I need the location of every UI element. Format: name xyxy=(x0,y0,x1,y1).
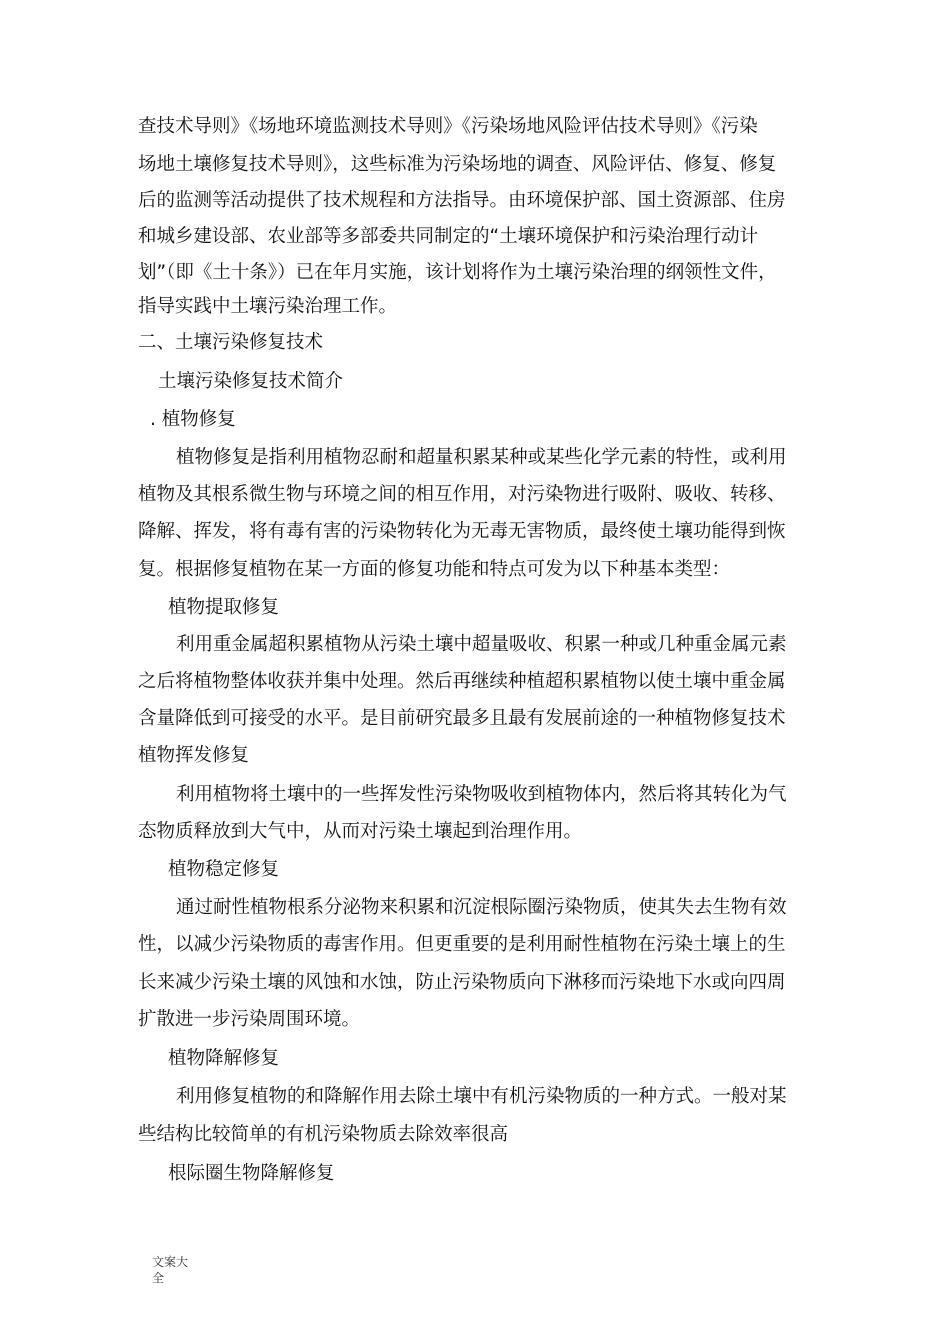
section-heading: 二、土壤污染修复技术 xyxy=(138,332,324,353)
subsection-heading: . 植物修复 xyxy=(150,409,236,430)
paragraph-line: 降解、挥发，将有毒有害的污染物转化为无毒无害物质，最终使土壤功能得到恢 xyxy=(138,521,786,542)
paragraph-line: 植物修复是指利用植物忍耐和超量积累某种或某些化学元素的特性，或利用 xyxy=(176,447,787,468)
subsection-heading: 土壤污染修复技术简介 xyxy=(158,371,344,392)
paragraph-line: 之后将植物整体收获并集中处理。然后再继续种植超积累植物以使土壤中重金属 xyxy=(138,671,786,692)
paragraph-line: 通过耐性植物根系分泌物来积累和沉淀根际圈污染物质，使其失去生物有效 xyxy=(176,897,787,918)
subsection-heading: 根际圈生物降解修复 xyxy=(168,1163,335,1184)
subsection-heading: 植物降解修复 xyxy=(168,1048,280,1069)
paragraph-line: 些结构比较简单的有机污染物质去除效率很高 xyxy=(138,1124,509,1145)
subsection-heading: 植物挥发修复 xyxy=(138,745,250,766)
paragraph-line: 场地土壤修复技术导则》，这些标准为污染场地的调查、风险评估、修复、修复 xyxy=(138,154,777,175)
paragraph-line: 植物及其根系微生物与环境之间的相互作用，对污染物进行吸附、吸收、转移、 xyxy=(138,484,786,505)
subsection-heading: 植物稳定修复 xyxy=(168,859,280,880)
paragraph-line: 利用修复植物的和降解作用去除土壤中有机污染物质的一种方式。一般对某 xyxy=(176,1086,787,1107)
paragraph-line: 指导实践中土壤污染治理工作。 xyxy=(138,296,398,317)
paragraph-line: 利用重金属超积累植物从污染土壤中超量吸收、积累一种或几种重金属元素 xyxy=(176,634,787,655)
footer-text: 全 xyxy=(152,1271,165,1285)
subsection-heading: 植物提取修复 xyxy=(168,597,280,618)
paragraph-line: 查技术导则》《场地环境监测技术导则》《污染场地风险评估技术导则》《污染 xyxy=(138,116,758,137)
paragraph-line: 利用植物将土壤中的一些挥发性污染物吸收到植物体内，然后将其转化为气 xyxy=(176,784,787,805)
paragraph-line: 性，以减少污染物质的毒害作用。但更重要的是利用耐性植物在污染土壤上的生 xyxy=(138,934,786,955)
paragraph-line: 长来减少污染土壤的风蚀和水蚀，防止污染物质向下淋移而污染地下水或向四周 xyxy=(138,972,786,993)
paragraph-line: 态物质释放到大气中，从而对污染土壤起到治理作用。 xyxy=(138,821,583,842)
paragraph-line: 复。根据修复植物在某一方面的修复功能和特点可发为以下种基本类型： xyxy=(138,559,731,580)
paragraph-line: 划”（即《土十条》）已在年月实施，该计划将作为土壤污染治理的纲领性文件， xyxy=(138,262,777,283)
paragraph-line: 后的监测等活动提供了技术规程和方法指导。由环境保护部、国土资源部、住房 xyxy=(138,190,786,211)
paragraph-line: 和城乡建设部、农业部等多部委共同制定的“土壤环境保护和污染治理行动计 xyxy=(138,226,759,247)
footer-text: 文案大 xyxy=(152,1255,189,1269)
paragraph-line: 含量降低到可接受的水平。是目前研究最多且最有发展前途的一种植物修复技术 xyxy=(138,708,786,729)
paragraph-line: 扩散进一步污染周围环境。 xyxy=(138,1009,361,1030)
